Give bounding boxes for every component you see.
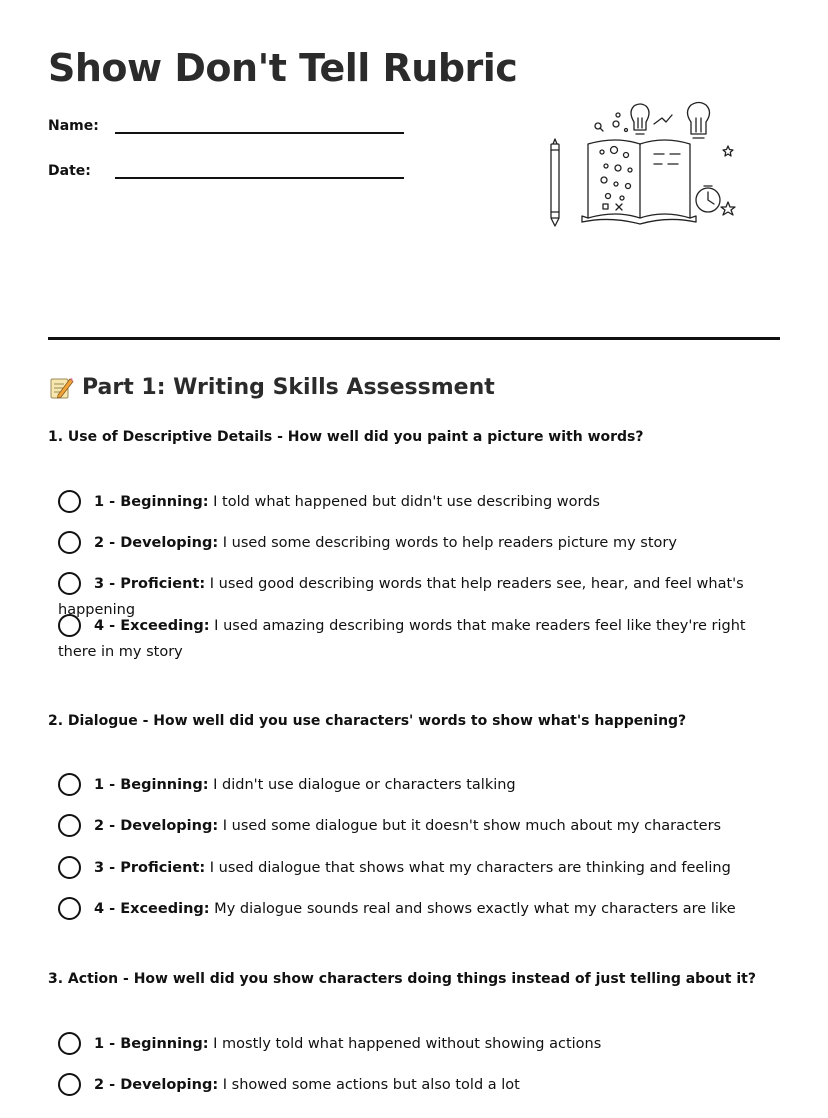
question-title: 3. Action - How well did you show characters doing things instead of just telling about it? xyxy=(48,971,756,987)
lightbulb-icon xyxy=(631,104,649,134)
option-level: 1 - Beginning: xyxy=(94,494,209,510)
option-text: I mostly told what happened without showing actions xyxy=(208,1036,602,1052)
option-text: I used dialogue that shows what my characters are thinking and feeling xyxy=(205,860,731,876)
rubric-option xyxy=(58,813,780,839)
rubric-option xyxy=(58,896,780,922)
option-text: I used amazing describing words that make readers feel like they're right there in my story xyxy=(58,618,746,660)
memo-icon xyxy=(48,374,74,400)
radio-button[interactable] xyxy=(58,773,81,796)
question-title: 2. Dialogue - How well did you use characters' words to show what's happening? xyxy=(48,713,687,729)
section-divider xyxy=(48,337,780,340)
option-level: 4 - Exceeding: xyxy=(94,618,210,634)
question-title: 1. Use of Descriptive Details - How well did you paint a picture with words? xyxy=(48,429,644,445)
book-illustration xyxy=(548,100,748,230)
option-text: I told what happened but didn't use describing words xyxy=(208,494,600,510)
option-text: I used some describing words to help readers picture my story xyxy=(218,535,677,551)
radio-button[interactable] xyxy=(58,1073,81,1096)
rubric-option xyxy=(58,613,780,665)
date-label: Date: xyxy=(48,163,91,179)
rubric-option xyxy=(58,855,780,881)
rubric-option xyxy=(58,1072,780,1098)
page-title: Show Don't Tell Rubric xyxy=(48,46,518,90)
star-icon xyxy=(721,146,735,215)
rubric-option xyxy=(58,489,780,515)
radio-button[interactable] xyxy=(58,814,81,837)
clock-icon xyxy=(696,186,720,212)
radio-button[interactable] xyxy=(58,856,81,879)
section-title-text: Part 1: Writing Skills Assessment xyxy=(82,374,495,400)
option-level: 3 - Proficient: xyxy=(94,860,206,876)
name-field xyxy=(48,118,408,142)
radio-button[interactable] xyxy=(58,1032,81,1055)
rubric-option xyxy=(58,772,780,798)
option-text: I used good describing words that help readers see, hear, and feel what's happening xyxy=(58,576,744,618)
option-level: 2 - Developing: xyxy=(94,1077,219,1093)
pencil-icon xyxy=(551,139,559,226)
name-input-line[interactable] xyxy=(115,132,404,134)
radio-button[interactable] xyxy=(58,614,81,637)
option-text: I didn't use dialogue or characters talking xyxy=(208,777,516,793)
option-level: 1 - Beginning: xyxy=(94,777,209,793)
lightbulb-icon xyxy=(688,103,710,139)
option-level: 4 - Exceeding: xyxy=(94,901,210,917)
radio-button[interactable] xyxy=(58,572,81,595)
date-field xyxy=(48,163,408,187)
option-level: 1 - Beginning: xyxy=(94,1036,209,1052)
rubric-option xyxy=(58,1031,780,1057)
date-input-line[interactable] xyxy=(115,177,404,179)
option-text: I showed some actions but also told a lot xyxy=(218,1077,520,1093)
radio-button[interactable] xyxy=(58,897,81,920)
option-text: My dialogue sounds real and shows exactly what my characters are like xyxy=(209,901,736,917)
option-text: I used some dialogue but it doesn't show much about my characters xyxy=(218,818,722,834)
open-book-icon xyxy=(582,140,696,224)
option-level: 2 - Developing: xyxy=(94,818,219,834)
option-level: 2 - Developing: xyxy=(94,535,219,551)
name-label: Name: xyxy=(48,118,99,134)
rubric-option xyxy=(58,530,780,556)
radio-button[interactable] xyxy=(58,531,81,554)
option-level: 3 - Proficient: xyxy=(94,576,206,592)
radio-button[interactable] xyxy=(58,490,81,513)
section-title xyxy=(48,374,495,400)
